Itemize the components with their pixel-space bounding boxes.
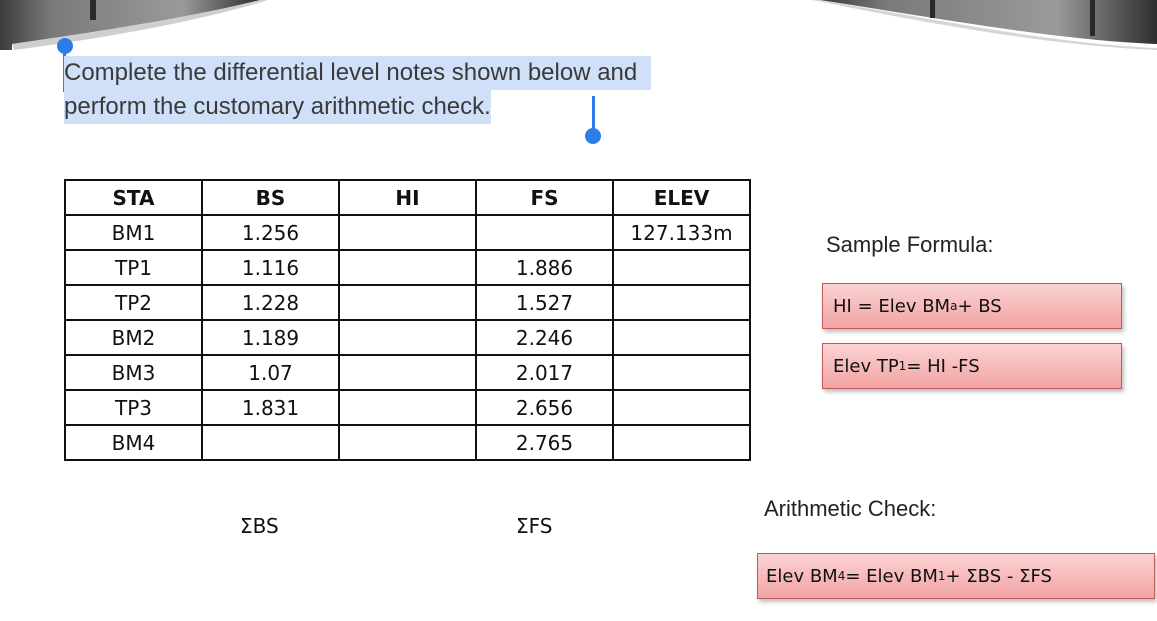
cell-fs: 1.886	[476, 250, 613, 285]
table-row	[65, 250, 750, 285]
cell-fs: 2.765	[476, 425, 613, 460]
cell-hi	[339, 285, 476, 320]
cell-bs: 1.831	[202, 390, 339, 425]
header-banner	[0, 0, 1157, 50]
formula-hi-box	[822, 283, 1122, 329]
cell-hi	[339, 390, 476, 425]
cell-sta: BM1	[65, 215, 202, 250]
check-sub-b: 1	[937, 569, 946, 583]
sum-fs-label: ΣFS	[516, 514, 553, 538]
formula-hi-prefix: HI = Elev BM	[833, 295, 951, 317]
instruction-line-2: perform the customary arithmetic check.	[64, 90, 491, 124]
cell-elev	[613, 285, 750, 320]
check-part-b: = Elev BM	[845, 565, 938, 587]
header-hi: HI	[339, 180, 476, 215]
cell-fs: 2.246	[476, 320, 613, 355]
check-sub-a: 4	[837, 569, 846, 583]
cell-sta: TP2	[65, 285, 202, 320]
table-row	[65, 215, 750, 250]
cell-elev	[613, 425, 750, 460]
sample-formula-title: Sample Formula:	[826, 232, 994, 257]
formula-elev-box	[822, 343, 1122, 389]
cell-sta: BM4	[65, 425, 202, 460]
cell-hi	[339, 425, 476, 460]
selection-end-handle[interactable]	[585, 128, 601, 144]
cell-bs: 1.07	[202, 355, 339, 390]
cell-fs: 2.656	[476, 390, 613, 425]
cell-bs: 1.256	[202, 215, 339, 250]
cell-elev: 127.133m	[613, 215, 750, 250]
cell-hi	[339, 355, 476, 390]
table-row	[65, 425, 750, 460]
formula-hi-sub: a	[950, 299, 958, 313]
cell-fs	[476, 215, 613, 250]
level-notes-table	[64, 179, 751, 461]
check-part-c: + ΣBS - ΣFS	[945, 565, 1052, 587]
cell-fs: 2.017	[476, 355, 613, 390]
formula-elev-sub: 1	[898, 359, 907, 373]
cell-sta: BM3	[65, 355, 202, 390]
cell-elev	[613, 355, 750, 390]
cell-sta: TP1	[65, 250, 202, 285]
formula-elev-prefix: Elev TP	[833, 355, 899, 377]
table-row	[65, 285, 750, 320]
header-elev: ELEV	[613, 180, 750, 215]
cell-elev	[613, 390, 750, 425]
instruction-paragraph[interactable]	[64, 56, 651, 124]
header-bs: BS	[202, 180, 339, 215]
cell-bs: 1.116	[202, 250, 339, 285]
arithmetic-check-box	[757, 553, 1155, 599]
header-sta: STA	[65, 180, 202, 215]
selection-end-caret	[592, 96, 595, 130]
table-header-row	[65, 180, 750, 215]
cell-sta: TP3	[65, 390, 202, 425]
formula-hi-suffix: + BS	[957, 295, 1002, 317]
instruction-line-1: Complete the differential level notes shown below and	[64, 56, 651, 90]
table-row	[65, 390, 750, 425]
formula-elev-suffix: = HI -FS	[906, 355, 980, 377]
table-row	[65, 320, 750, 355]
cell-sta: BM2	[65, 320, 202, 355]
header-fs: FS	[476, 180, 613, 215]
check-part-a: Elev BM	[766, 565, 838, 587]
sum-bs-label: ΣBS	[240, 514, 279, 538]
cell-hi	[339, 215, 476, 250]
cell-bs: 1.189	[202, 320, 339, 355]
cell-hi	[339, 250, 476, 285]
cell-fs: 1.527	[476, 285, 613, 320]
cell-bs: 1.228	[202, 285, 339, 320]
cell-hi	[339, 320, 476, 355]
cell-bs	[202, 425, 339, 460]
cell-elev	[613, 320, 750, 355]
table-row	[65, 355, 750, 390]
cell-elev	[613, 250, 750, 285]
arithmetic-check-title: Arithmetic Check:	[764, 496, 937, 521]
